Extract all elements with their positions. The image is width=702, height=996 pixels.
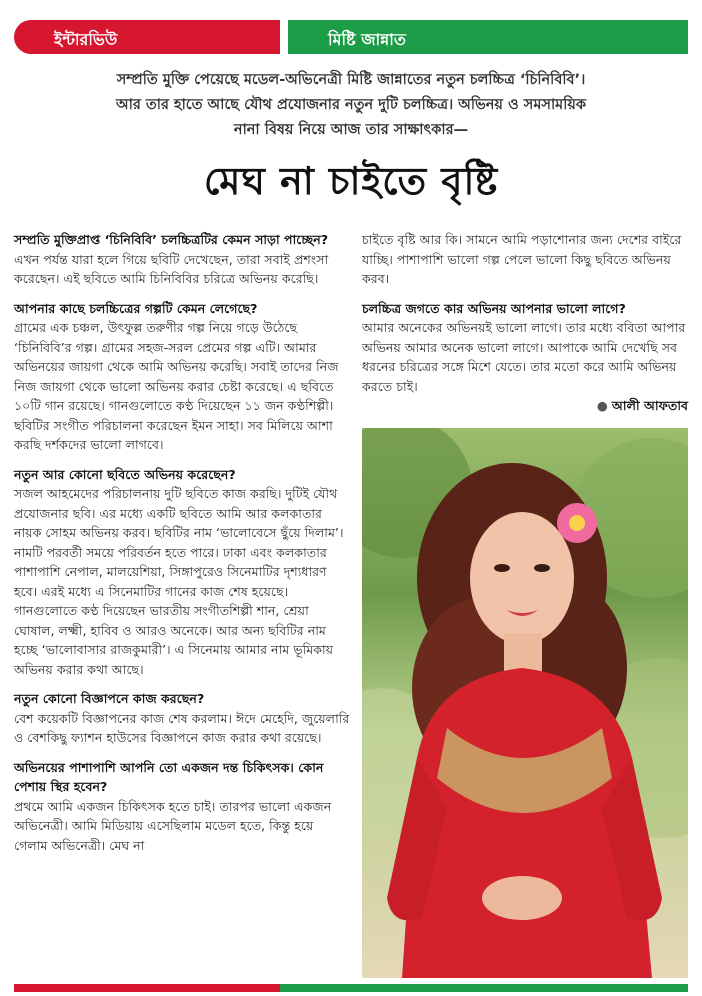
answer: এখন পর্যন্ত যারা হলে গিয়ে ছবিটি দেখেছেন, তারা সবাই প্রশংসা করেছেন। এই ছবিতে আমি চিনিবিবির চরিত্রে অভিনয় করেছি। [14,251,329,286]
headline: মেঘ না চাইতে বৃষ্টি [203,159,499,203]
right-column [362,230,688,416]
portrait-photo [362,428,688,978]
question: নতুন কোনো বিজ্ঞাপনে কাজ করছেন? [14,691,205,706]
answer-continued: চাইতে বৃষ্টি আর কি। সামনে আমি পড়াশোনার জন্য দেশের বাইরে যাচ্ছি। পাশাপাশি ভালো গল্প পেলে ভালো কিছু ছবিতে অভিনয় করব। [362,232,682,286]
byline [362,396,688,416]
question: সম্প্রতি মুক্তিপ্রাপ্ত ‘চিনিবিবি’ চলচ্চিত্রটির কেমন সাড়া পাচ্ছেন? [14,232,329,247]
intro-line: নানা বিষয় নিয়ে আজ তার সাক্ষাৎকার— [233,122,469,138]
question: চলচ্চিত্র জগতে কার অভিনয় আপনার ভালো লাগে? [362,300,626,316]
bullet-icon: ● [596,398,608,413]
footer-bar [14,984,688,992]
answer: প্রথমে আমি একজন চিকিৎসক হতে চাই। তারপর ভালো একজন অভিনেত্রী। আমি মিডিয়ায় এসেছিলাম মডেল হতে, কিন্তু হয়ে গেলাম অভিনেত্রী। মেঘ না [14,798,332,853]
question: আপনার কাছে চলচ্চিত্রের গল্পটি কেমন লেগেছে? [14,300,258,316]
answer: সজল আহমেদের পরিচালনায় দুটি ছবিতে কাজ করছি। দুটিই যৌথ প্রযোজনার ছবি। এর মধ্যে একটি ছবিতে আমি আর কলকাতার নায়ক সোহম অভিনয় করব। ছবিটির নাম ‘ভালোবেসে ছুঁয়ে দিলাম’। নামটি পরবর্তী সময়ে পরিবর্তন হতে পারে। ঢাকা এবং কলকাতার পাশাপাশি নেপাল, মালয়েশিয়া, সিঙ্গাপুরেও সিনেমাটির দৃশ্যধারণ হবে। এরই মধ্যে এ সিনেমাটির গানের কাজ শেষ হয়েছে। গানগুলোতে কণ্ঠ দিয়েছেন ভারতীয় সংগীতশিল্পী শান, শ্রেয়া ঘোষাল, লক্ষ্মী, হাবিব ও আরও অনেকে। আর অন্য ছবিটির নাম হচ্ছে ‘ভালোবাসার রাজকুমারী’। এ সিনেমায় আমার নাম ভূমিকায় অভিনয় করার কথা আছে। [14,486,344,677]
question: অভিনয়ের পাশাপাশি আপনি তো একজন দন্ত চিকিৎসক। কোন পেশায় স্থির হবেন? [14,759,324,794]
portrait-illustration [362,428,688,978]
answer: বেশ কয়েকটি বিজ্ঞাপনের কাজ শেষ করলাম। ঈদে মেহেদি, জুয়েলারি ও বেশকিছু ফ্যাশন হাউসের বিজ্ঞাপনে কাজ করার কথা রয়েছে। [14,710,350,745]
footer-bar-accent [14,984,280,992]
answer: আমার অনেকের অভিনয়ই ভালো লাগে। তার মধ্যে ববিতা আপার অভিনয় আমার অনেক ভালো লাগে। আপাকে আমি দেখেছি সব ধরনের চরিত্রের সঙ্গে মিশে যেতে। তার মতো করে আমি অভিনয় করতে চাই। [362,320,686,394]
intro-text [30,68,672,143]
person-name: মিষ্টি জান্নাত [328,30,406,49]
section-tag [14,20,280,54]
section-header [14,20,688,54]
author-name: আলী আফতাব [611,398,688,413]
left-column [14,230,350,865]
answer: গ্রামের এক চঞ্চল, উৎফুল্ল তরুণীর গল্প নিয়ে গড়ে উঠেছে ‘চিনিবিবি’র গল্প। গ্রামের সহজ-সরল প্রেমের গল্প এটি। আমার অভিনয়ের জায়গা থেকে আমি অভিনয় করেছি। সবাই তাদের নিজ নিজ জায়গা থেকে ভালো অভিনয় করার চেষ্টা করেছে। এ ছবিতে ১০টি গান রয়েছে। গানগুলোতে কণ্ঠ দিয়েছেন ১১ জন কণ্ঠশিল্পী। ছবিটির সংগীত পরিচালনা করেছেন ইমন সাহা। সব মিলিয়ে আশা করছি দর্শকদের ভালো লাগবে। [14,320,339,452]
intro-line: আর তার হাতে আছে যৌথ প্রযোজনার নতুন দুটি চলচ্চিত্র। অভিনয় ও সমসাময়িক [115,97,587,113]
person-tag [288,20,688,54]
intro-line: সম্প্রতি মুক্তি পেয়েছে মডেল-অভিনেত্রী মিষ্টি জান্নাতের নতুন চলচ্চিত্র ‘চিনিবিবি’। [116,72,586,88]
question: নতুন আর কোনো ছবিতে অভিনয় করেছেন? [14,466,236,482]
section-label: ইন্টারভিউ [54,30,118,49]
